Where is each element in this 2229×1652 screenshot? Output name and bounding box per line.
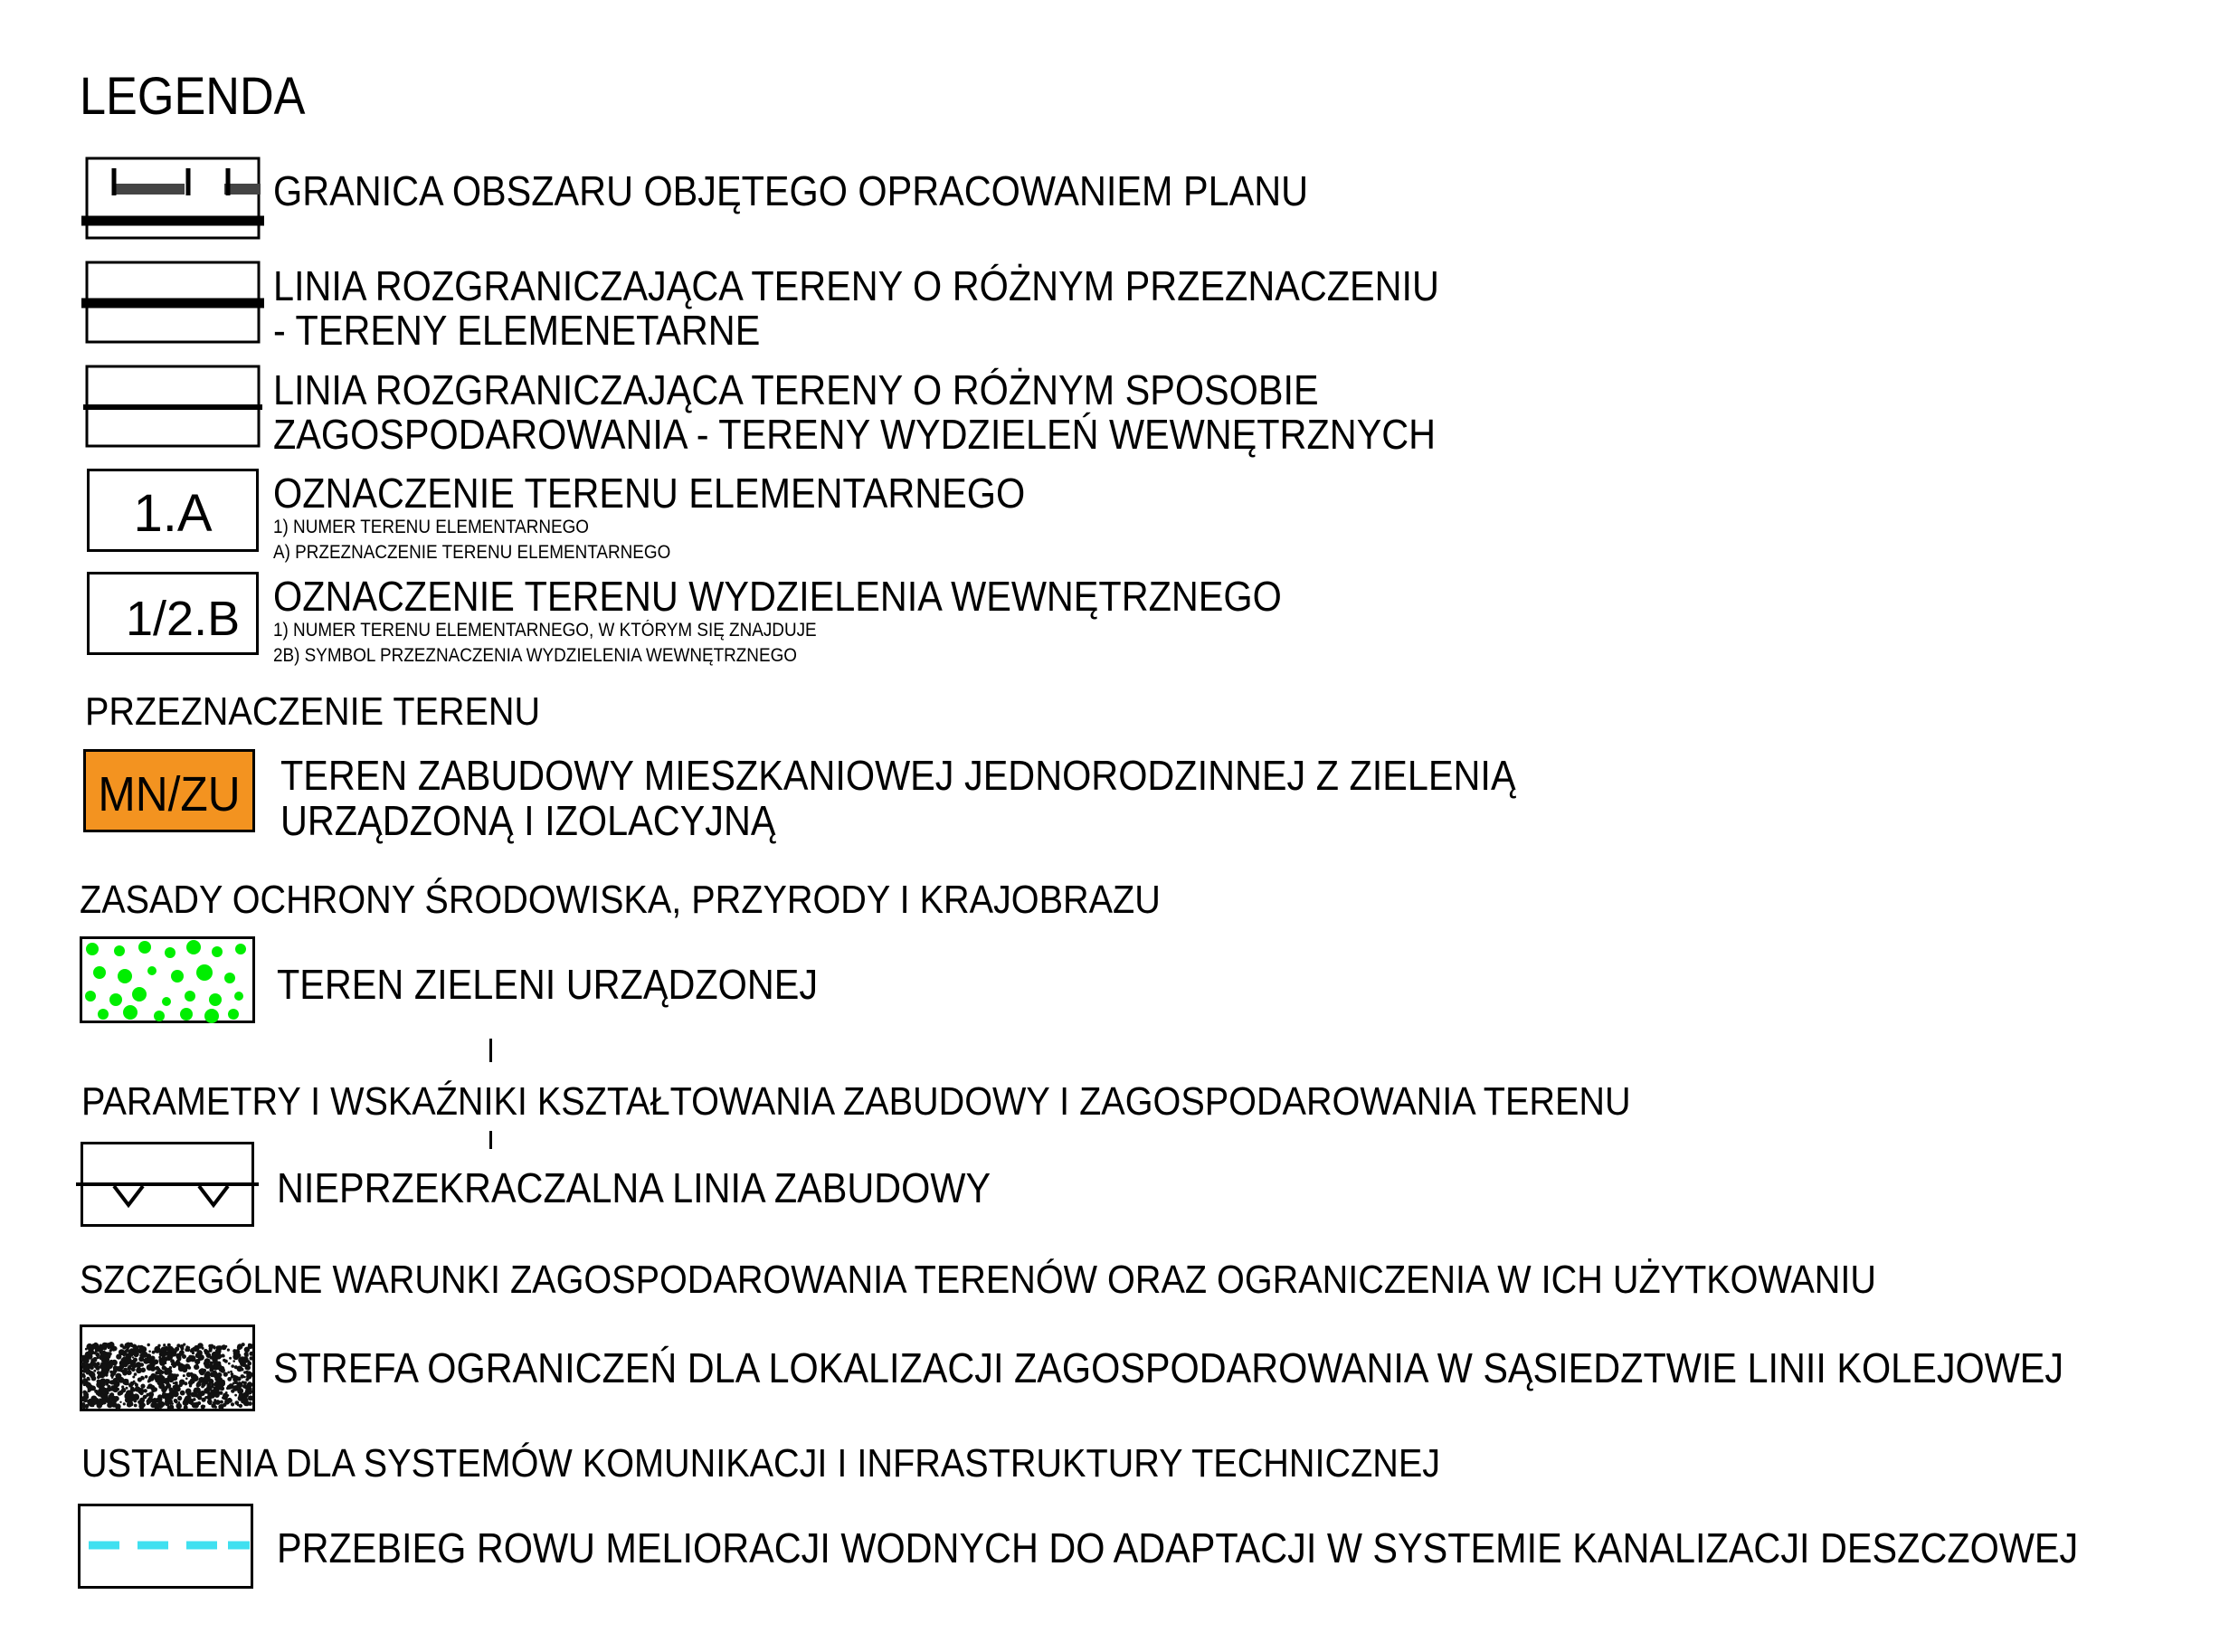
green-dot (98, 1009, 109, 1020)
internal-area-note2: 2B) SYMBOL PRZEZNACZENIA WYDZIELENIA WEWNĘTRZNEGO (273, 645, 797, 666)
internal-boundary-symbol (80, 362, 270, 452)
elementary-boundary-line1: LINIA ROZGRANICZAJĄCA TERENY O RÓŻNYM PRZEZNACZENIU (273, 262, 1439, 309)
mnzu-code: MN/ZU (98, 767, 241, 821)
internal-boundary-line1: LINIA ROZGRANICZAJĄCA TERENY O RÓŻNYM SPOSOBIE (273, 366, 1319, 413)
green-dot (109, 993, 122, 1006)
section-heading-infrastructure: USTALENIA DLA SYSTEMÓW KOMUNIKACJI I INFRASTRUKTURY TECHNICZNEJ (81, 1441, 1441, 1486)
green-dot (147, 966, 157, 975)
green-dot (171, 970, 184, 983)
green-dot (118, 969, 132, 983)
drainage-ditch-label: PRZEBIEG ROWU MELIORACJI WODNYCH DO ADAPTACJI W SYSTEMIE KANALIZACJI DESZCZOWEJ (277, 1524, 2079, 1571)
elementary-area-label: OZNACZENIE TERENU ELEMENTARNEGO (273, 470, 1026, 517)
internal-area-label: OZNACZENIE TERENU WYDZIELENIA WEWNĘTRZNEGO (273, 573, 1282, 620)
green-dot (180, 1008, 193, 1021)
elementary-area-note1: 1) NUMER TERENU ELEMENTARNEGO (273, 517, 590, 537)
legend-title: LEGENDA (80, 67, 306, 126)
green-dot (209, 993, 222, 1006)
tick-mark-top (489, 1039, 492, 1062)
green-dot (235, 944, 246, 954)
green-dot (224, 973, 235, 983)
building-line-label: NIEPRZEKRACZALNA LINIA ZABUDOWY (277, 1164, 991, 1211)
section-heading-land-use: PRZEZNACZENIE TERENU (85, 689, 541, 734)
plan-boundary-symbol (80, 154, 270, 244)
section-heading-environment: ZASADY OCHRONY ŚRODOWISKA, PRZYRODY I KRAJOBRAZU (80, 878, 1161, 922)
internal-boundary-line2: ZAGOSPODAROWANIA - TERENY WYDZIELEŃ WEWNĘTRZNYCH (273, 411, 1437, 458)
green-dot (165, 947, 175, 958)
green-dot (132, 987, 147, 1002)
green-dot (162, 997, 171, 1006)
green-dot (93, 966, 106, 979)
green-dot (138, 941, 151, 954)
green-dot (86, 943, 99, 955)
internal-area-symbol (87, 572, 259, 655)
mnzu-label-line1: TEREN ZABUDOWY MIESZKANIOWEJ JEDNORODZINNEJ Z ZIELENIĄ (280, 752, 1516, 799)
green-dot (204, 1009, 219, 1023)
internal-area-note1: 1) NUMER TERENU ELEMENTARNEGO, W KTÓRYM SIĘ ZNAJDUJE (273, 620, 817, 641)
plan-boundary-label: GRANICA OBSZARU OBJĘTEGO OPRACOWANIEM PLANU (273, 167, 1309, 214)
elementary-area-symbol (87, 469, 259, 552)
section-heading-parameters: PARAMETRY I WSKAŹNIKI KSZTAŁTOWANIA ZABUDOWY I ZAGOSPODAROWANIA TERENU (81, 1079, 1631, 1124)
green-area-label: TEREN ZIELENI URZĄDZONEJ (277, 961, 819, 1008)
green-dot (186, 940, 201, 954)
green-dot (234, 992, 243, 1001)
tick-mark-bottom (489, 1131, 492, 1149)
green-dot (212, 946, 223, 957)
building-line-symbol (76, 1142, 259, 1229)
green-dot (123, 1005, 138, 1020)
green-dot (85, 991, 96, 1002)
elementary-area-code: 1.A (133, 484, 213, 543)
mnzu-symbol (83, 749, 255, 832)
internal-area-code: 1/2.B (126, 592, 241, 646)
elementary-boundary-symbol (80, 258, 270, 348)
green-dot (196, 964, 213, 981)
elementary-area-note2: A) PRZEZNACZENIE TERENU ELEMENTARNEGO (273, 542, 671, 563)
green-dot (114, 945, 125, 956)
green-dot (228, 1009, 239, 1020)
railway-zone-symbol (80, 1324, 255, 1411)
drainage-ditch-symbol (78, 1504, 255, 1590)
green-area-symbol (80, 936, 255, 1023)
green-dot (154, 1011, 165, 1021)
railway-zone-label: STREFA OGRANICZEŃ DLA LOKALIZACJI ZAGOSPODAROWANIA W SĄSIEDZTWIE LINII KOLEJOWEJ (273, 1344, 2064, 1391)
mnzu-label-line2: URZĄDZONĄ I IZOLACYJNĄ (280, 797, 776, 844)
green-dot (185, 991, 195, 1002)
section-heading-conditions: SZCZEGÓLNE WARUNKI ZAGOSPODAROWANIA TERENÓW ORAZ OGRANICZENIA W ICH UŻYTKOWANIU (80, 1258, 1877, 1302)
elementary-boundary-line2: - TERENY ELEMENETARNE (273, 307, 761, 354)
